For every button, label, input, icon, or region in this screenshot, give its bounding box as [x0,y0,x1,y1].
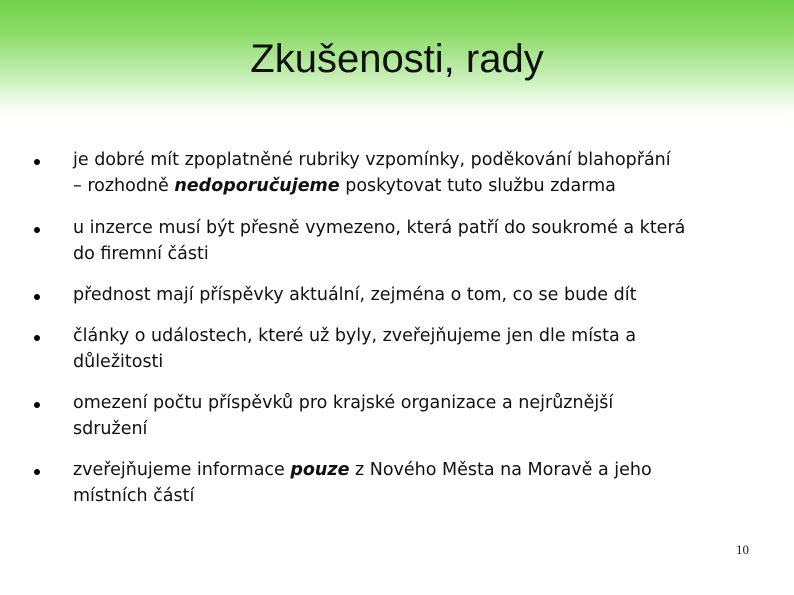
bullet-dot-icon [34,159,40,165]
text-run: zveřejňujeme informace [73,460,291,480]
bullet-line: omezení počtu příspěvků pro krajské organizace a nejrůznější [73,393,614,413]
bullet-dot-icon [34,294,40,300]
text-run: poskytovat tuto službu zdarma [339,176,616,196]
bullet-dot-icon [34,335,40,341]
bullet-line: u inzerce musí být přesně vymezeno, která patří do soukromé a která [73,218,686,238]
bullet-text [73,457,763,509]
bullet-line: místních částí [73,486,195,506]
bullet-line [73,457,763,483]
bullet-text [73,390,763,442]
page-number: 10 [736,542,749,557]
bullet-line: přednost mají příspěvky aktuální, zejména o tom, co se bude dít [73,285,637,305]
bullet-dot-icon [34,227,40,233]
emphasis-text: pouze [290,460,350,480]
bullet-text [73,147,763,199]
bullet-dot-icon [34,469,40,475]
bullet-text [73,282,763,308]
bullet-line: sdružení [73,419,148,439]
text-run: – rozhodně [73,176,175,196]
bullet-line: do firemní části [73,244,209,264]
bullet-text [73,323,763,375]
bullet-dot-icon [34,402,40,408]
slide-title: Zkušenosti, rady [250,37,544,81]
emphasis-text: nedoporučujeme [174,176,340,196]
text-run: z Nového Města na Moravě a jeho [349,460,652,480]
bullet-text [73,215,763,267]
bullet-line: důležitosti [73,352,164,372]
bullet-line: je dobré mít zpoplatněné rubriky vzpomínky, poděkování blahopřání [73,150,671,170]
bullet-line [73,173,763,199]
bullet-line: články o událostech, které už byly, zveřejňujeme jen dle místa a [73,326,637,346]
